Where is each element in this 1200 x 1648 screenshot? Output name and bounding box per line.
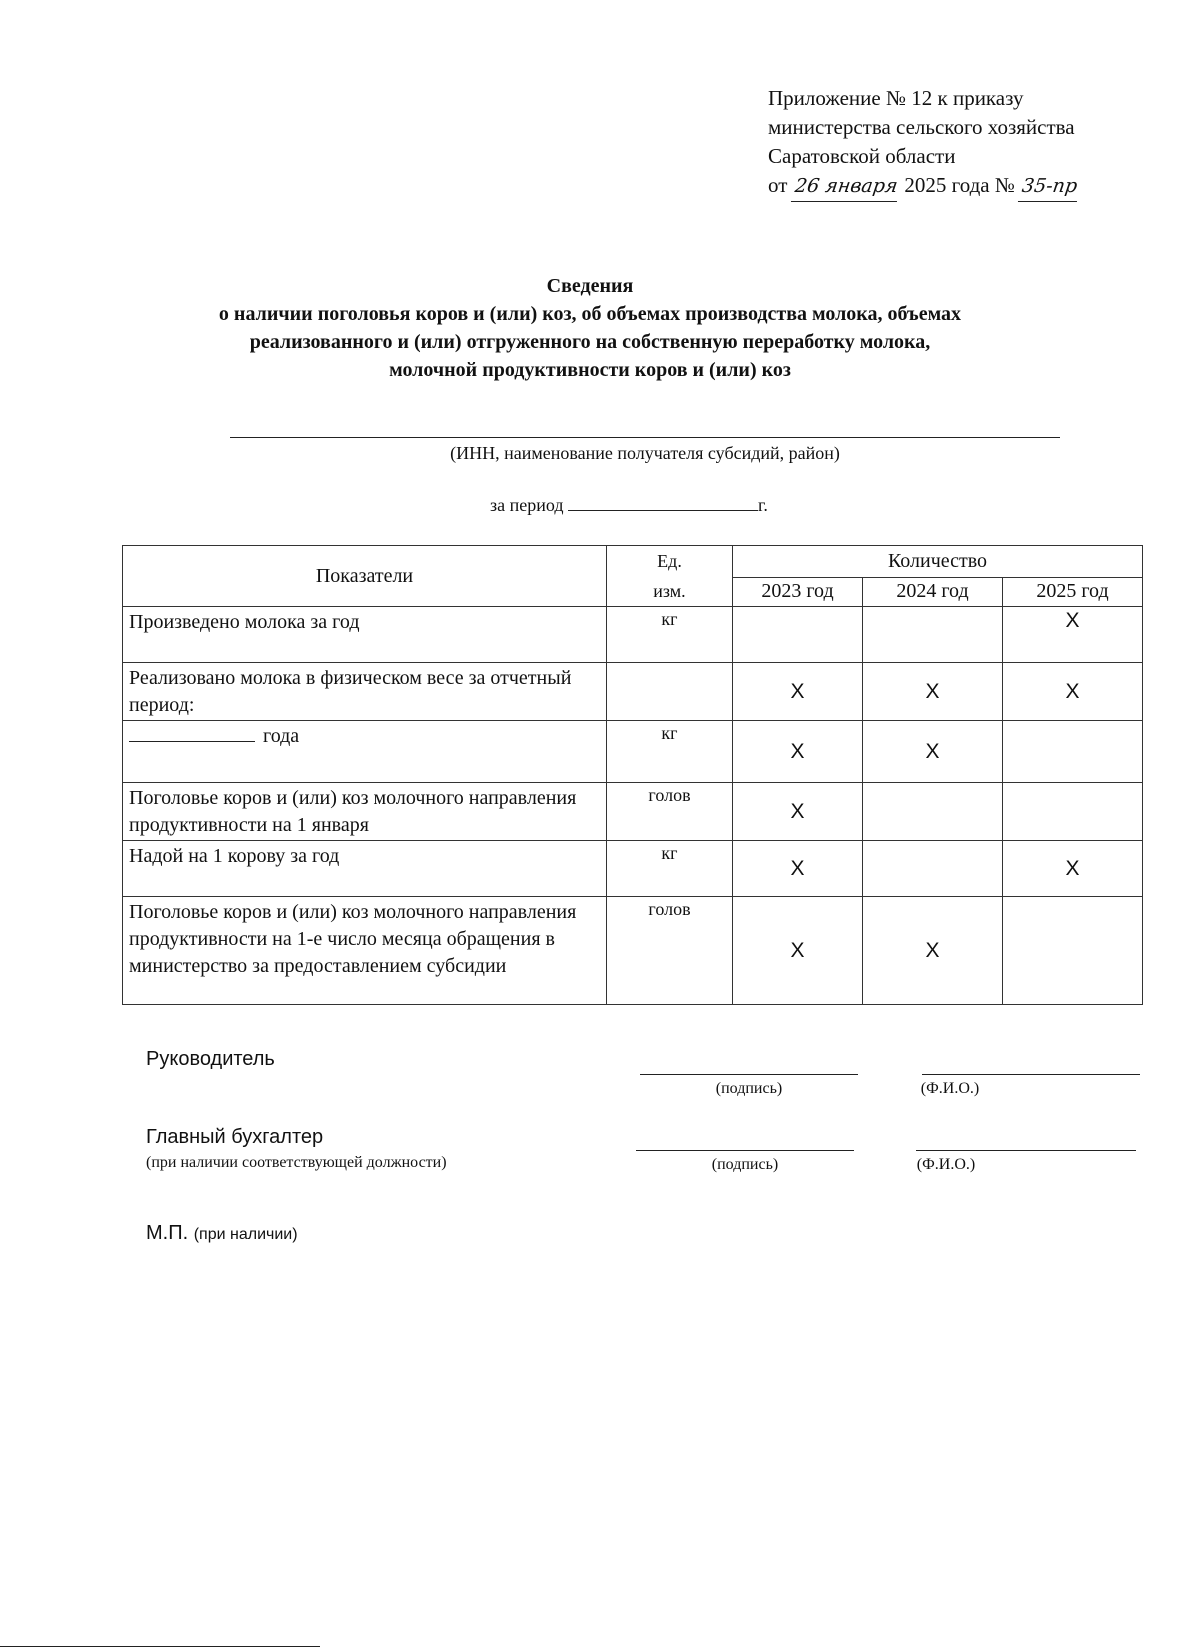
cell-2023: X (733, 783, 863, 841)
handwritten-date: 26 января (791, 172, 902, 202)
appendix-line-3: Саратовской области (768, 144, 956, 168)
cell-2023 (733, 607, 863, 663)
header-quantity: Количество (733, 546, 1143, 578)
row-label-with-blank (123, 721, 607, 783)
table-row (123, 841, 1143, 897)
row-unit: голов (607, 897, 733, 1005)
head-role: Руководитель (146, 1048, 275, 1070)
cell-2025: X (1003, 607, 1143, 663)
row-unit: кг (607, 721, 733, 783)
accountant-signature-caption: (подпись) (711, 1156, 779, 1173)
appendix-date-line (768, 171, 1079, 202)
appendix-line-1: Приложение № 12 к приказу (768, 86, 1024, 110)
year-blank (129, 723, 255, 742)
header-unit-line-1: Ед. (657, 551, 682, 571)
cell-2023: X (733, 841, 863, 897)
row-label: Поголовье коров и (или) коз молочного направления продуктивности на 1-е число месяца обращения в министерство за предоставлением субсидии (123, 897, 607, 1005)
header-year-2024: 2024 год (863, 577, 1003, 606)
indicators-table (122, 545, 1143, 1005)
head-name-caption: (Ф.И.О.) (920, 1080, 980, 1097)
recipient-fill-line (230, 437, 1060, 438)
accountant-signature-line (636, 1150, 854, 1151)
accountant-role: Главный бухгалтер (146, 1126, 324, 1148)
table-row (123, 607, 1143, 663)
period-suffix: г. (758, 495, 768, 515)
cell-2023: X (733, 897, 863, 1005)
row-label: Надой на 1 корову за год (123, 841, 607, 897)
cell-2025 (1003, 721, 1143, 783)
stamp-place (146, 1222, 298, 1245)
cell-2025: X (1003, 841, 1143, 897)
date-prefix: от (768, 173, 788, 197)
accountant-note: (при наличии соответствующей должности) (146, 1154, 447, 1171)
period-blank (568, 494, 758, 511)
document-title (120, 272, 1060, 384)
head-signature-line (640, 1074, 858, 1075)
table-row (123, 897, 1143, 1005)
stamp-note: (при наличии) (193, 1226, 298, 1243)
head-signature-caption: (подпись) (715, 1080, 783, 1097)
head-name-line (922, 1074, 1140, 1075)
appendix-reference (768, 84, 1079, 202)
date-year: 2025 года № (904, 173, 1015, 197)
header-year-2023: 2023 год (733, 577, 863, 606)
cell-2023: X (733, 721, 863, 783)
cell-2025 (1003, 783, 1143, 841)
row-unit: голов (607, 783, 733, 841)
row-label: года (263, 725, 300, 747)
title-line-1: Сведения (546, 275, 634, 297)
header-unit-line-2: изм. (653, 581, 686, 601)
cell-2024: X (863, 721, 1003, 783)
table-row (123, 783, 1143, 841)
cell-2025 (1003, 897, 1143, 1005)
table-row (123, 663, 1143, 721)
row-unit: кг (607, 841, 733, 897)
table-row (123, 721, 1143, 783)
cell-2024: X (863, 897, 1003, 1005)
page-bottom-rule (0, 1646, 320, 1647)
row-label: Произведено молока за год (123, 607, 607, 663)
appendix-line-2: министерства сельского хозяйства (768, 115, 1075, 139)
row-unit: кг (607, 607, 733, 663)
cell-2024 (863, 607, 1003, 663)
row-label: Реализовано молока в физическом весе за отчетный период: (123, 663, 607, 721)
header-year-2025: 2025 год (1003, 577, 1143, 606)
cell-2024: X (863, 663, 1003, 721)
recipient-caption: (ИНН, наименование получателя субсидий, район) (450, 443, 840, 463)
stamp-label: М.П. (146, 1222, 189, 1244)
header-unit (607, 546, 733, 607)
cell-2024 (863, 783, 1003, 841)
cell-2025: X (1003, 663, 1143, 721)
accountant-name-line (916, 1150, 1136, 1151)
row-unit (607, 663, 733, 721)
cell-2023: X (733, 663, 863, 721)
header-indicators: Показатели (123, 546, 607, 607)
cell-2024 (863, 841, 1003, 897)
period-line (490, 494, 768, 516)
accountant-name-caption: (Ф.И.О.) (916, 1156, 976, 1173)
title-line-2: о наличии поголовья коров и (или) коз, об объемах производства молока, объемах (218, 303, 962, 325)
title-line-4: молочной продуктивности коров и (или) коз (389, 359, 791, 381)
handwritten-order-number: 35-пр (1018, 172, 1081, 202)
title-line-3: реализованного и (или) отгруженного на собственную переработку молока, (249, 331, 931, 353)
period-prefix: за период (490, 495, 564, 515)
row-label: Поголовье коров и (или) коз молочного направления продуктивности на 1 января (123, 783, 607, 841)
